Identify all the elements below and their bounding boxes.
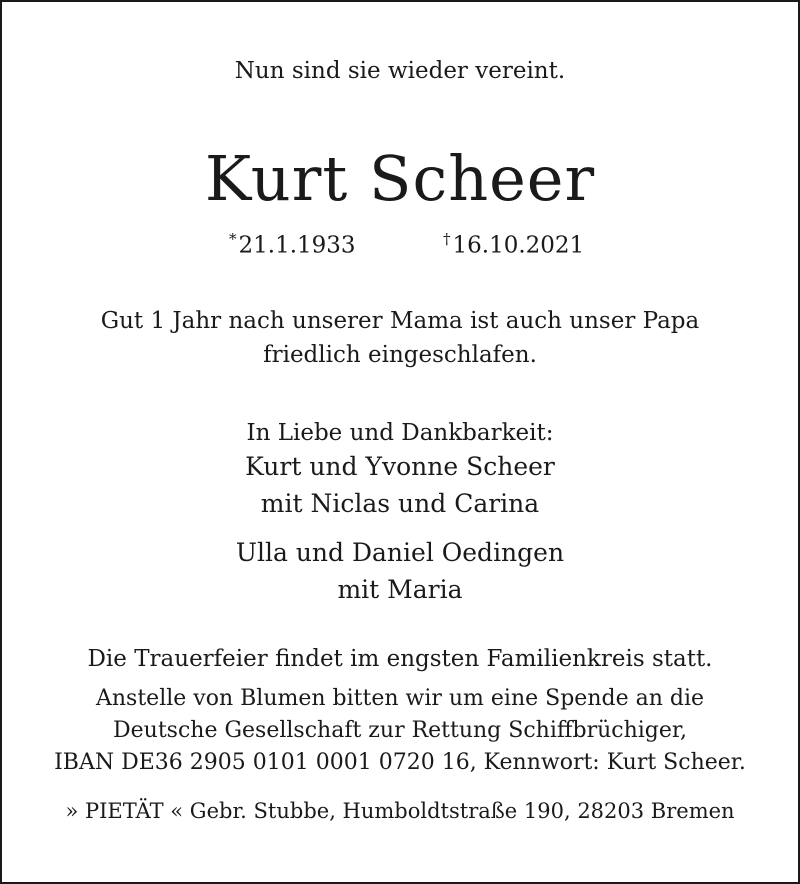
- death-date-value: 16.10.2021: [452, 232, 585, 259]
- birth-date: [229, 230, 356, 259]
- death-date: [443, 230, 584, 259]
- mourners-heading: In Liebe und Dankbarkeit:: [246, 420, 554, 446]
- deceased-name: Kurt Scheer: [204, 142, 596, 215]
- donation-line: Deutsche Gesellschaft zur Rettung Schiffbrüchiger,: [113, 718, 687, 743]
- funeral-note: Die Trauerfeier findet im engsten Familienkreis statt.: [87, 646, 713, 672]
- message-line: Gut 1 Jahr nach unserer Mama ist auch unser Papa: [100, 308, 700, 334]
- funeral-home-line: » PIETÄT « Gebr. Stubbe, Humboldtstraße 190, 28203 Bremen: [65, 799, 735, 823]
- mourner-family-line: mit Niclas und Carina: [260, 489, 540, 518]
- message-line: friedlich eingeschlafen.: [263, 342, 537, 368]
- intro-line: Nun sind sie wieder vereint.: [234, 58, 566, 84]
- mourner-family-line: Ulla und Daniel Oedingen: [235, 538, 565, 567]
- mourner-family-line: Kurt und Yvonne Scheer: [245, 452, 555, 481]
- birth-star-icon: *: [229, 230, 237, 248]
- death-cross-icon: †: [443, 230, 451, 248]
- donation-line: IBAN DE36 2905 0101 0001 0720 16, Kennwort: Kurt Scheer.: [54, 750, 746, 775]
- birth-date-value: 21.1.1933: [238, 232, 356, 259]
- donation-line: Anstelle von Blumen bitten wir um eine Spende an die: [95, 686, 705, 711]
- mourner-family-line: mit Maria: [337, 575, 463, 604]
